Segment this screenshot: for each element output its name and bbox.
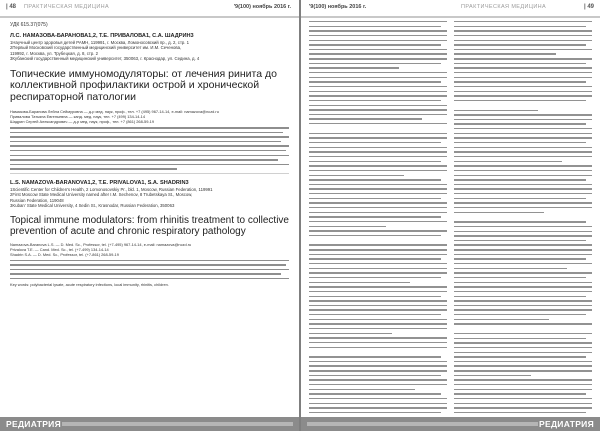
text-line xyxy=(309,202,447,203)
right-page-footer xyxy=(301,417,600,431)
text-line xyxy=(454,26,586,27)
text-line xyxy=(454,389,592,390)
text-line xyxy=(454,393,586,394)
text-line xyxy=(309,286,447,287)
text-line xyxy=(454,272,592,273)
text-line xyxy=(454,67,592,68)
text-line xyxy=(454,198,586,199)
text-line xyxy=(454,231,592,232)
article-front-matter xyxy=(10,22,289,409)
text-line xyxy=(454,44,586,45)
text-line xyxy=(309,393,441,394)
keywords-en: Key words: polybacterial lysate, acute respiratory infections, local immunity, rhinitis, children. xyxy=(10,282,169,288)
text-line xyxy=(309,277,441,278)
text-line xyxy=(454,240,586,241)
text-line xyxy=(454,347,592,348)
right-page-header xyxy=(301,0,600,18)
text-line xyxy=(309,296,441,297)
text-line xyxy=(309,58,447,59)
text-line xyxy=(454,352,592,353)
text-line xyxy=(454,226,592,227)
affiliation-en: 3Kuban' State Medical University, 4 Sedin St., Krasnodar, Russian Federation, 350063 xyxy=(10,203,175,209)
text-line xyxy=(309,309,447,310)
text-line xyxy=(309,21,447,22)
text-line xyxy=(454,291,592,292)
text-line xyxy=(454,91,592,92)
text-line xyxy=(309,170,447,171)
text-line xyxy=(309,105,447,106)
text-line xyxy=(309,403,447,404)
text-line xyxy=(454,384,592,385)
contact-ru: Шадрин Сергей Александрович — д-р мед. наук, проф., тел. +7 (861) 268-59-19 xyxy=(10,119,154,125)
text-line xyxy=(454,207,592,208)
text-line xyxy=(309,147,447,148)
text-line xyxy=(309,109,447,110)
text-line xyxy=(309,319,447,320)
text-line xyxy=(454,156,592,157)
text-line xyxy=(454,72,592,73)
text-line xyxy=(454,398,592,399)
text-line xyxy=(309,300,447,301)
text-line xyxy=(454,137,592,138)
text-line xyxy=(309,193,447,194)
text-line xyxy=(454,133,592,134)
text-line xyxy=(309,35,447,36)
text-line xyxy=(454,202,592,203)
text-line xyxy=(309,375,441,376)
text-line xyxy=(454,342,592,343)
text-line xyxy=(309,249,447,250)
text-line xyxy=(309,100,441,101)
text-line xyxy=(309,235,441,236)
text-line xyxy=(309,123,447,124)
text-line xyxy=(454,323,592,324)
text-line xyxy=(309,398,447,399)
left-page xyxy=(0,0,299,431)
text-line xyxy=(454,379,592,380)
text-line xyxy=(454,305,592,306)
text-line xyxy=(454,249,592,250)
text-line xyxy=(454,95,592,96)
udk-code: УДК 615.37(075) xyxy=(10,22,48,28)
text-line xyxy=(309,263,447,264)
text-line xyxy=(454,81,586,82)
body-column-2 xyxy=(454,21,592,409)
text-line xyxy=(309,282,410,283)
text-line xyxy=(454,309,592,310)
text-line xyxy=(309,114,447,115)
text-line xyxy=(454,300,592,301)
text-line xyxy=(454,254,592,255)
contact-ru: Привалова Татьяна Евгеньевна — канд. мед. наук, тел. +7 (499) 134-14-14 xyxy=(10,114,146,120)
text-line xyxy=(309,379,447,380)
text-line xyxy=(309,165,447,166)
text-line xyxy=(454,119,592,120)
text-line xyxy=(309,30,447,31)
affiliation-en: Russian Federation, 119048 xyxy=(10,197,64,203)
contact-en: Namazova-Baranova L.S. — D. Med. Sc., Professor, tel. (+7-495) 967-14-14, e-mail: namazova@nczd.ru xyxy=(10,241,192,247)
body-column-1 xyxy=(309,21,447,409)
text-line xyxy=(454,114,592,115)
text-line xyxy=(454,212,544,213)
text-line xyxy=(309,212,447,213)
text-line xyxy=(309,305,447,306)
contact-en: Shadrin S.A. — D. Med. Sc., Professor, tel. (+7-861) 268-59-19 xyxy=(10,251,119,257)
text-line xyxy=(309,184,447,185)
page-number: | 49 xyxy=(583,4,594,10)
text-line xyxy=(309,347,447,348)
text-line xyxy=(309,91,447,92)
text-line xyxy=(454,179,586,180)
text-line xyxy=(454,86,592,87)
text-line xyxy=(454,407,592,408)
text-line xyxy=(309,291,447,292)
text-line xyxy=(309,333,392,334)
text-line xyxy=(454,319,549,320)
text-line xyxy=(309,412,441,413)
text-line xyxy=(454,258,586,259)
text-line xyxy=(454,361,592,362)
text-line xyxy=(454,151,592,152)
text-line xyxy=(454,375,531,376)
text-line xyxy=(454,282,592,283)
text-line xyxy=(454,333,592,334)
text-line xyxy=(454,193,592,194)
section-brand: PEДИАТРИЯ xyxy=(6,419,61,429)
text-line xyxy=(309,175,404,176)
text-line xyxy=(454,235,592,236)
text-line xyxy=(309,156,447,157)
text-line xyxy=(309,314,441,315)
text-line xyxy=(309,254,447,255)
affiliation-ru: 119992, г. Москва, ул. Трубецкая, д. 8, стр. 2 xyxy=(10,50,99,56)
text-line xyxy=(454,53,556,54)
text-line xyxy=(309,198,441,199)
text-line xyxy=(309,77,447,78)
text-line xyxy=(309,44,441,45)
text-line xyxy=(454,412,586,413)
text-line xyxy=(454,21,592,22)
text-line xyxy=(309,323,447,324)
text-line xyxy=(309,361,447,362)
issue-label: '9(100) ноябрь 2016 г. xyxy=(309,4,367,10)
text-line xyxy=(454,356,586,357)
article-title-en: Topical immune modulators: from rhinitis treatment to collective prevention of acute and chronic respiratory pathology xyxy=(10,214,289,237)
text-line xyxy=(309,272,447,273)
text-line xyxy=(454,77,592,78)
text-line xyxy=(309,142,441,143)
text-line xyxy=(309,49,447,50)
text-line xyxy=(454,161,562,162)
text-line xyxy=(454,263,592,264)
text-line xyxy=(309,221,447,222)
text-line xyxy=(454,286,592,287)
text-line xyxy=(454,277,586,278)
text-line xyxy=(454,188,592,189)
authors-ru: Л.С. НАМАЗОВА-БАРАНОВА1,2, Т.Е. ПРИВАЛОВА1, С.А. ШАДРИН3 xyxy=(10,33,194,39)
text-line xyxy=(454,165,592,166)
text-line xyxy=(454,370,592,371)
text-line xyxy=(309,258,441,259)
text-line xyxy=(454,314,586,315)
text-line xyxy=(309,81,441,82)
text-line xyxy=(309,207,447,208)
body-columns xyxy=(309,21,592,409)
text-line xyxy=(454,147,592,148)
article-title-ru: Топические иммуномодуляторы: от лечения ринита до коллективной профилактики острой и хронической респираторной патологии xyxy=(10,67,277,103)
text-line xyxy=(309,67,399,68)
text-line xyxy=(309,365,447,366)
text-line xyxy=(454,30,592,31)
text-line xyxy=(309,244,447,245)
text-line xyxy=(454,221,586,222)
text-line xyxy=(454,296,586,297)
text-line xyxy=(309,268,447,269)
text-line xyxy=(454,170,592,171)
text-line xyxy=(454,403,592,404)
text-line xyxy=(309,328,447,329)
text-line xyxy=(309,384,447,385)
text-line xyxy=(309,226,386,227)
authors-en: L.S. NAMAZOVA-BARANOVA1,2, T.E. PRIVALOVA1, S.A. SHADRIN3 xyxy=(10,179,189,186)
text-line xyxy=(454,123,586,124)
text-line xyxy=(454,244,592,245)
text-line xyxy=(309,188,447,189)
text-line xyxy=(454,142,586,143)
text-line xyxy=(309,26,441,27)
journal-title: ПРАКТИЧЕСКАЯ МЕДИЦИНА xyxy=(24,4,110,10)
text-line xyxy=(454,128,592,129)
text-line xyxy=(309,40,447,41)
left-page-footer xyxy=(0,417,299,431)
text-line xyxy=(309,63,441,64)
contact-ru: Намазова-Баранова Лейла Сеймуровна — д-р мед. наук, проф., тел. +7 (495) 967-14-14, e-mail: namazova@nczd.ru xyxy=(10,109,219,115)
text-line xyxy=(309,151,447,152)
right-page xyxy=(301,0,600,431)
text-line xyxy=(454,63,586,64)
text-line xyxy=(309,179,441,180)
text-line xyxy=(309,337,447,338)
text-line xyxy=(309,72,447,73)
text-line xyxy=(309,95,447,96)
affiliation-ru: 1Научный центр здоровья детей РАМН, 119991, г. Москва, Ломоносовский пр., д. 2, стр. 1 xyxy=(10,40,190,45)
text-line xyxy=(309,53,447,54)
affiliation-en: 1Scientific Center for Children's Health, 2 Lomonosovskiy Pr., bld. 1, Moscow, Russian Federation, 119991 xyxy=(10,186,213,192)
text-line xyxy=(454,365,592,366)
abstract-ru-text xyxy=(10,127,289,170)
text-line xyxy=(454,100,586,101)
text-line xyxy=(454,35,592,36)
text-line xyxy=(309,407,447,408)
section-brand: PEДИАТРИЯ xyxy=(539,419,594,429)
text-line xyxy=(454,40,592,41)
abstract-en-text xyxy=(10,260,289,280)
text-line xyxy=(454,175,592,176)
text-line xyxy=(309,342,447,343)
text-line xyxy=(454,110,538,111)
affiliation-ru: 3Кубанский государственный медицинский университет, 350063, г. Краснодар, ул. Седина, д. 4 xyxy=(10,56,200,62)
text-line xyxy=(454,338,586,339)
text-line xyxy=(454,49,592,50)
text-line xyxy=(309,118,422,119)
affiliation-ru: 2Первый Московский государственный медицинский университет им. И.М. Сеченова, xyxy=(10,45,182,51)
text-line xyxy=(309,216,441,217)
text-line xyxy=(309,389,415,390)
journal-title: ПРАКТИЧЕСКАЯ МЕДИЦИНА xyxy=(461,4,547,10)
page-number: | 48 xyxy=(6,4,17,10)
text-line xyxy=(309,161,441,162)
affiliation-en: 2First Moscow State Medical University named after I.M. Sechenov, 8 Trubetskaya St., Moscow, xyxy=(10,192,193,198)
text-line xyxy=(309,133,447,134)
text-line xyxy=(454,184,592,185)
text-line xyxy=(454,268,567,269)
text-line xyxy=(309,370,447,371)
text-line xyxy=(309,230,447,231)
text-line xyxy=(309,86,447,87)
left-page-header xyxy=(0,0,299,18)
text-line xyxy=(454,58,592,59)
contact-en: Privalova T.E. — Cand. Med. Sc., tel. (+7-499) 134-14-14 xyxy=(10,246,109,252)
issue-label: '9(100) ноябрь 2016 г. xyxy=(233,4,291,10)
text-line xyxy=(309,137,447,138)
text-line xyxy=(309,356,441,357)
